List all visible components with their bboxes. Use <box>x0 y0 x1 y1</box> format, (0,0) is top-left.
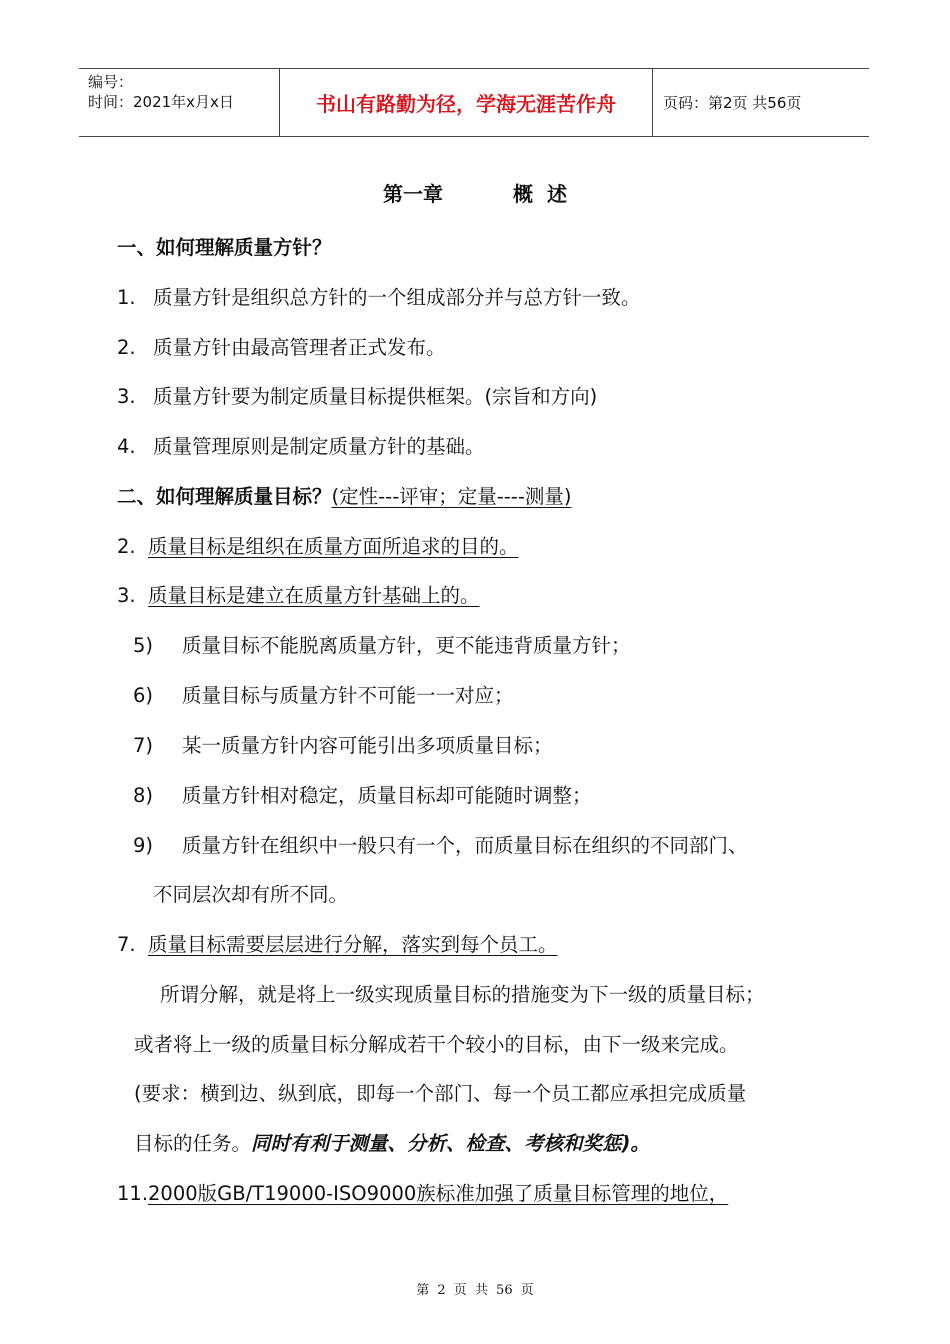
emphasis-text: 同时有利于测量、分析、检查、考核和奖惩)。 <box>251 1132 650 1155</box>
list-item: 1. 质量方针是组织总方针的一个组成部分并与总方针一致。 <box>117 286 641 309</box>
list-item: 3. 质量目标是建立在质量方针基础上的。 <box>117 584 480 607</box>
list-item: 4. 质量管理原则是制定质量方针的基础。 <box>117 435 485 458</box>
sub-list-item: 9) 质量方针在组织中一般只有一个，而质量目标在组织的不同部门、 <box>133 834 748 857</box>
section-1-title: 一、如何理解质量方针？ <box>117 236 332 259</box>
chapter-number: 第一章 <box>383 182 444 206</box>
list-item: 2. 质量目标是组织在质量方面所追求的目的。 <box>117 535 519 558</box>
sub-list-continuation: 不同层次却有所不同。 <box>153 883 349 906</box>
sub-list-item: 6) 质量目标与质量方针不可能一一对应； <box>133 684 514 707</box>
number-label: 编号： <box>88 73 134 91</box>
header-left-cell <box>79 69 280 136</box>
paragraph-line: (要求：横到边、纵到底，即每一个部门、每一个员工都应承担完成质量 <box>134 1082 747 1105</box>
list-item: 7. 质量目标需要层层进行分解，落实到每个员工。 <box>117 933 558 956</box>
time-label: 时间：2021年x月x日 <box>88 93 234 111</box>
sub-list-item: 7) 某一质量方针内容可能引出多项质量目标； <box>133 734 553 757</box>
section-2-title: 二、如何理解质量目标？(定性---评审；定量----测量) <box>117 485 572 508</box>
list-item: 3. 质量方针要为制定质量目标提供框架。(宗旨和方向) <box>117 385 598 408</box>
chapter-name: 概 述 <box>513 182 567 206</box>
header-page-info: 页码：第2页 共56页 <box>663 94 802 112</box>
page-footer: 第 2 页 共 56 页 <box>416 1283 534 1298</box>
paragraph-line: 目标的任务。同时有利于测量、分析、检查、考核和奖惩)。 <box>134 1132 650 1155</box>
sub-list-item: 8) 质量方针相对稳定，质量目标却可能随时调整； <box>133 784 592 807</box>
section-2-note: (定性---评审；定量----测量) <box>331 485 572 508</box>
list-item: 11.2000版GB/T19000-ISO9000族标准加强了质量目标管理的地位， <box>117 1182 729 1205</box>
chapter-title <box>0 178 950 207</box>
list-item: 2. 质量方针由最高管理者正式发布。 <box>117 336 446 359</box>
header-motto: 书山有路勤为径，学海无涯苦作舟 <box>280 69 653 136</box>
paragraph-line: 或者将上一级的质量目标分解成若干个较小的目标，由下一级来完成。 <box>134 1033 739 1056</box>
page-header <box>79 68 869 137</box>
sub-list-item: 5) 质量目标不能脱离质量方针，更不能违背质量方针； <box>133 634 631 657</box>
paragraph-line: 所谓分解，就是将上一级实现质量目标的措施变为下一级的质量目标； <box>160 983 765 1006</box>
